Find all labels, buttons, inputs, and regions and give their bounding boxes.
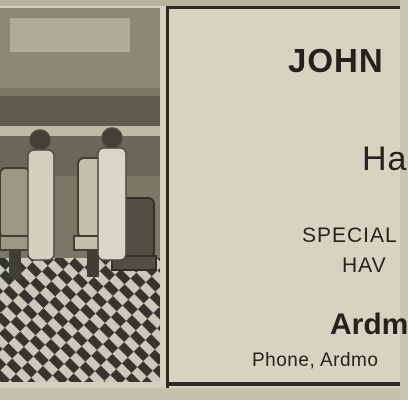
border-rule-bottom (166, 382, 400, 386)
text-panel (166, 6, 408, 388)
border-rule-left (166, 6, 169, 388)
bottom-edge-strip (0, 388, 400, 400)
photo-tone-overlay (0, 8, 160, 382)
shop-type-heading: Ha (362, 140, 408, 178)
town-name: Ardm (330, 308, 408, 341)
specialty-line-1: SPECIAL (302, 224, 398, 247)
specialty-line-2: HAV (342, 254, 387, 277)
phone-line: Phone, Ardmo (252, 350, 379, 371)
proprietor-name: JOHN (288, 42, 384, 79)
barber-shop-photo (0, 8, 160, 382)
border-rule-top (166, 6, 400, 9)
